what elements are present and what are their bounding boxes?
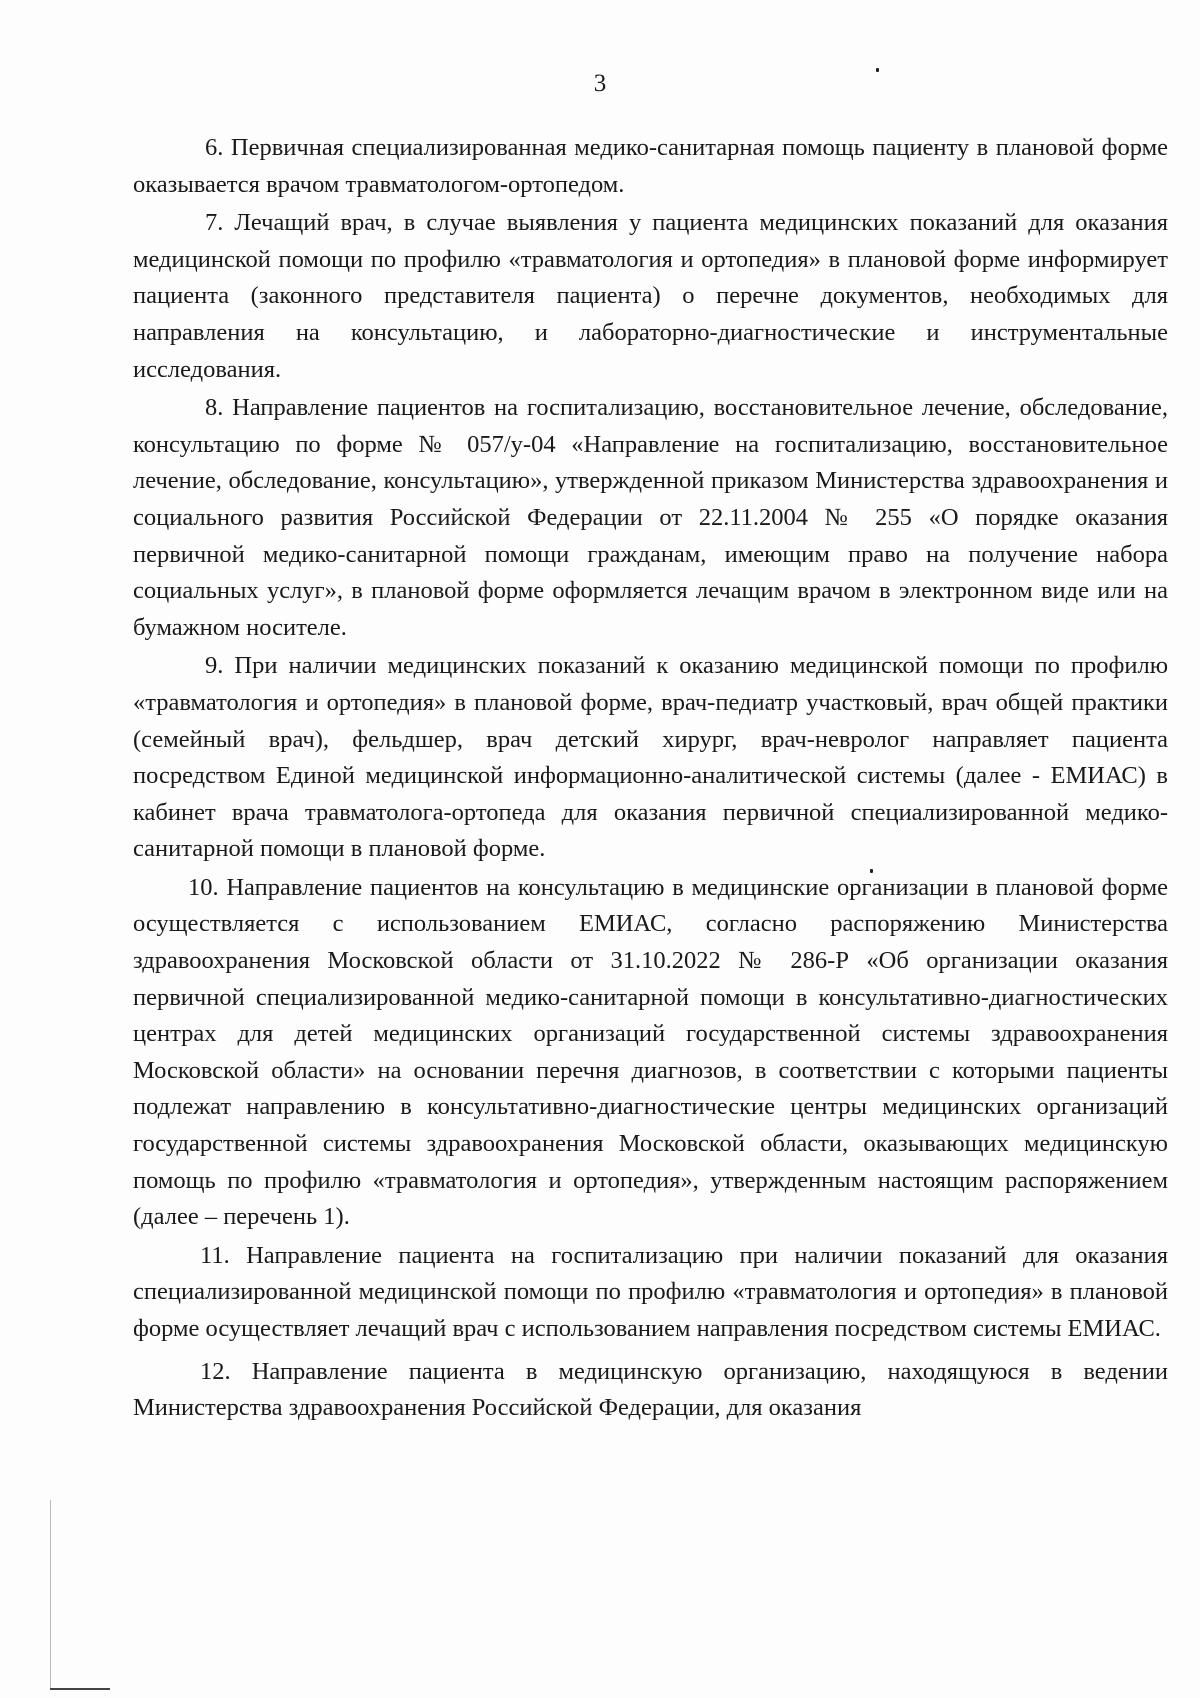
page-number: 3 — [593, 70, 607, 97]
document-body — [133, 130, 1168, 1429]
scan-speck — [876, 68, 879, 72]
paragraph-9: 9. При наличии медицинских показаний к оказанию медицинской помощи по профилю «травматология и ортопедия» в плановой форме, врач-педиатр участковый, врач общей практики (семейный врач), фельдшер, врач детский хирург, врач-невролог направляет пациента посредством Единой медицинской информационно-аналитической системы (далее - ЕМИАС) в кабинет врача травматолога-ортопеда для оказания первичной специализированной медико-санитарной помощи в плановой форме. — [133, 652, 1168, 863]
paragraph-6: 6. Первичная специализированная медико-санитарная помощь пациенту в плановой форме оказывается врачом травматологом-ортопедом. — [133, 134, 1168, 198]
paragraph-10: 10. Направление пациентов на консультацию в медицинские организации в плановой форме осуществляется с использованием ЕМИАС, согласно распоряжению Министерства здравоохранения Московской области от 31.10.2022 № 286-Р «Об организации оказания первичной специализированной медико-санитарной помощи в консультативно-диагностических центрах для детей медицинских организаций государственной системы здравоохранения Московской области» на основании перечня диагнозов, в соответствии с которыми пациенты подлежат направлению в консультативно-диагностические центры медицинских организаций государственной системы здравоохранения Московской области, оказывающих медицинскую помощь по профилю «травматология и ортопедия», утвержденным настоящим распоряжением (далее – перечень 1). — [133, 873, 1168, 1231]
scan-speck — [870, 869, 873, 873]
paragraph-8: 8. Направление пациентов на госпитализацию, восстановительное лечение, обследование, консультацию по форме № 057/у-04 «Направление на госпитализацию, восстановительное лечение, обследование, консультацию», утвержденной приказом Министерства здравоохранения и социального развития Российской Федерации от 22.11.2004 № 255 «О порядке оказания первичной медико-санитарной помощи гражданам, имеющим право на получение набора социальных услуг», в плановой форме оформляется лечащим врачом в электронном виде или на бумажном носителе. — [133, 394, 1168, 641]
scan-edge — [50, 1500, 51, 1690]
paragraph-12: 12. Направление пациента в медицинскую организацию, находящуюся в ведении Министерства здравоохранения Российской Федерации, для оказания — [133, 1357, 1168, 1422]
paragraph-7: 7. Лечащий врач, в случае выявления у пациента медицинских показаний для оказания медицинской помощи по профилю «травматология и ортопедия» в плановой форме информирует пациента (законного представителя пациента) о перечне документов, необходимых для направления на консультацию, и лабораторно-диагностические и инструментальные исследования. — [133, 209, 1168, 383]
scan-edge — [50, 1688, 110, 1690]
paragraph-11: 11. Направление пациента на госпитализацию при наличии показаний для оказания специализированной медицинской помощи по профилю «травматология и ортопедия» в плановой форме осуществляет лечащий врач с использованием направления посредством системы ЕМИАС. — [133, 1241, 1168, 1342]
